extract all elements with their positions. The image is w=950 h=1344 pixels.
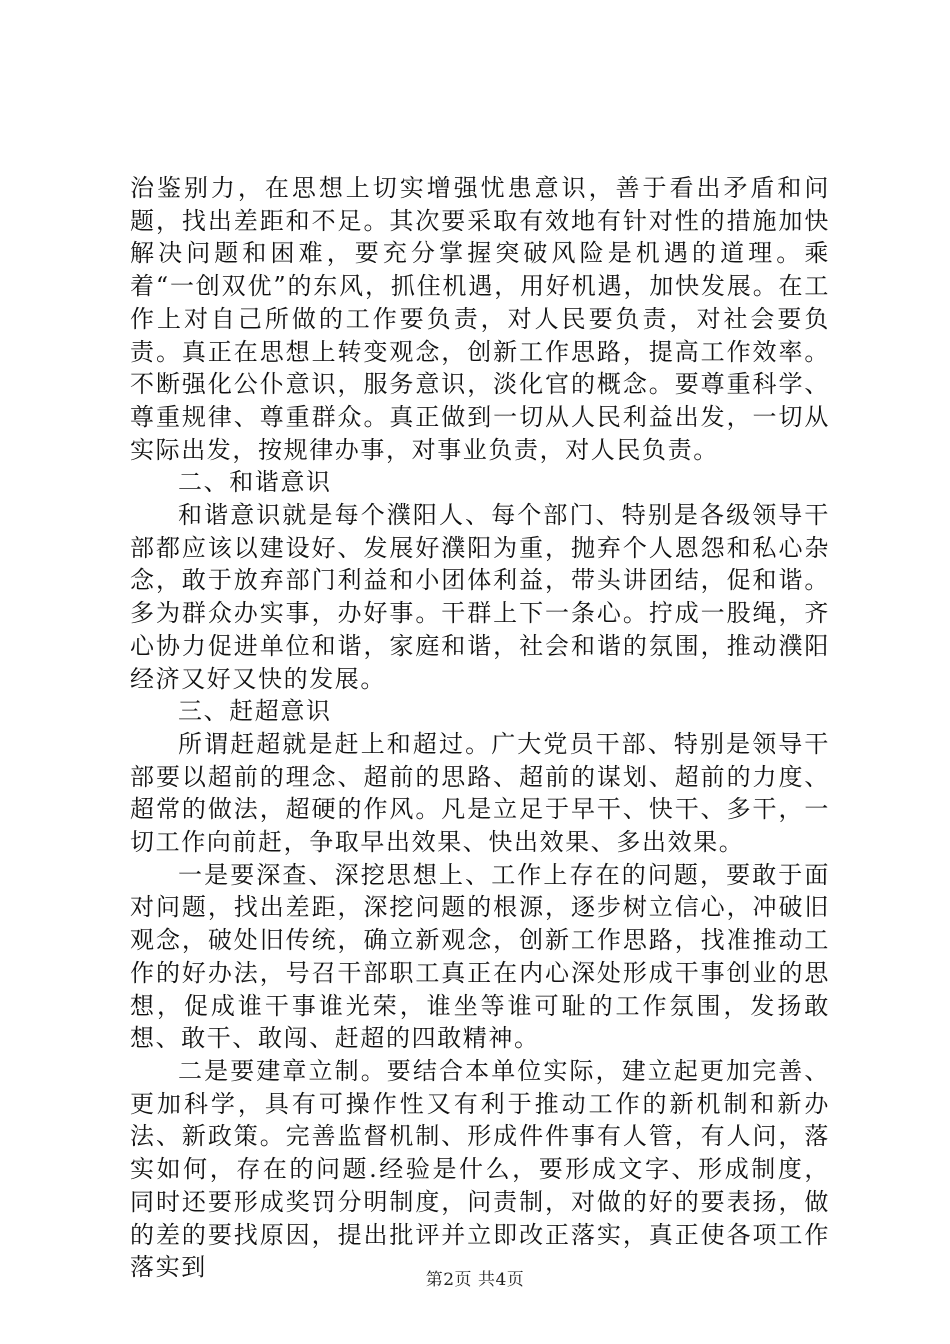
paragraph: 治鉴别力，在思想上切实增强忧患意识，善于看出矛盾和问题，找出差距和不足。其次要采取有效地有针对性的措施加快解决问题和困难，要充分掌握突破风险是机遇的道理。乘着“一创双优”的东风，抓住机遇，用好机遇，加快发展。在工作上对自己所做的工作要负责，对人民要负责，对社会要负责。真正在思想上转变观念，创新工作思路，提高工作效率。不断强化公仆意识，服务意识，淡化官的概念。要尊重科学、尊重规律、尊重群众。真正做到一切从人民利益出发，一切从实际出发，按规律办事，对事业负责，对人民负责。 [130,174,830,464]
paragraph: 所谓赶超就是赶上和超过。广大党员干部、特别是领导干部要以超前的理念、超前的思路、超前的谋划、超前的力度、超常的做法，超硬的作风。凡是立足于早干、快干、多干，一切工作向前赶，争取早出效果、快出效果、多出效果。 [130,729,830,857]
document-body [130,172,830,1284]
page-number-footer: 第2页 共4页 [425,1270,525,1290]
paragraph: 和谐意识就是每个濮阳人、每个部门、特别是各级领导干部都应该以建设好、发展好濮阳为重，抛弃个人恩怨和私心杂念，敢于放弃部门利益和小团体利益，带头讲团结，促和谐。多为群众办实事，办好事。干群上下一条心。拧成一股绳，齐心协力促进单位和谐，家庭和谐，社会和谐的氛围，推动濮阳经济又好又快的发展。 [130,501,830,693]
section-heading: 二、和谐意识 [178,468,332,497]
paragraph: 一是要深查、深挖思想上、工作上存在的问题，要敢于面对问题，找出差距，深挖问题的根源，逐步树立信心，冲破旧观念，破处旧传统，确立新观念，创新工作思路，找准推动工作的好办法，号召干部职工真正在内心深处形成干事创业的思想，促成谁干事谁光荣，谁坐等谁可耻的工作氛围，发扬敢想、敢干、敢闯、赶超的四敢精神。 [130,860,830,1053]
section-heading: 三、赶超意识 [178,697,332,726]
paragraph: 二是要建章立制。要结合本单位实际，建立起更加完善、更加科学，具有可操作性又有利于推动工作的新机制和新办法、新政策。完善监督机制、形成件件事有人管，有人问，落实如何，存在的问题.经验是什么，要形成文字、形成制度，同时还要形成奖罚分明制度，问责制，对做的好的要表扬，做的差的要找原因，提出批评并立即改正落实，真正使各项工作落实到 [130,1056,830,1282]
